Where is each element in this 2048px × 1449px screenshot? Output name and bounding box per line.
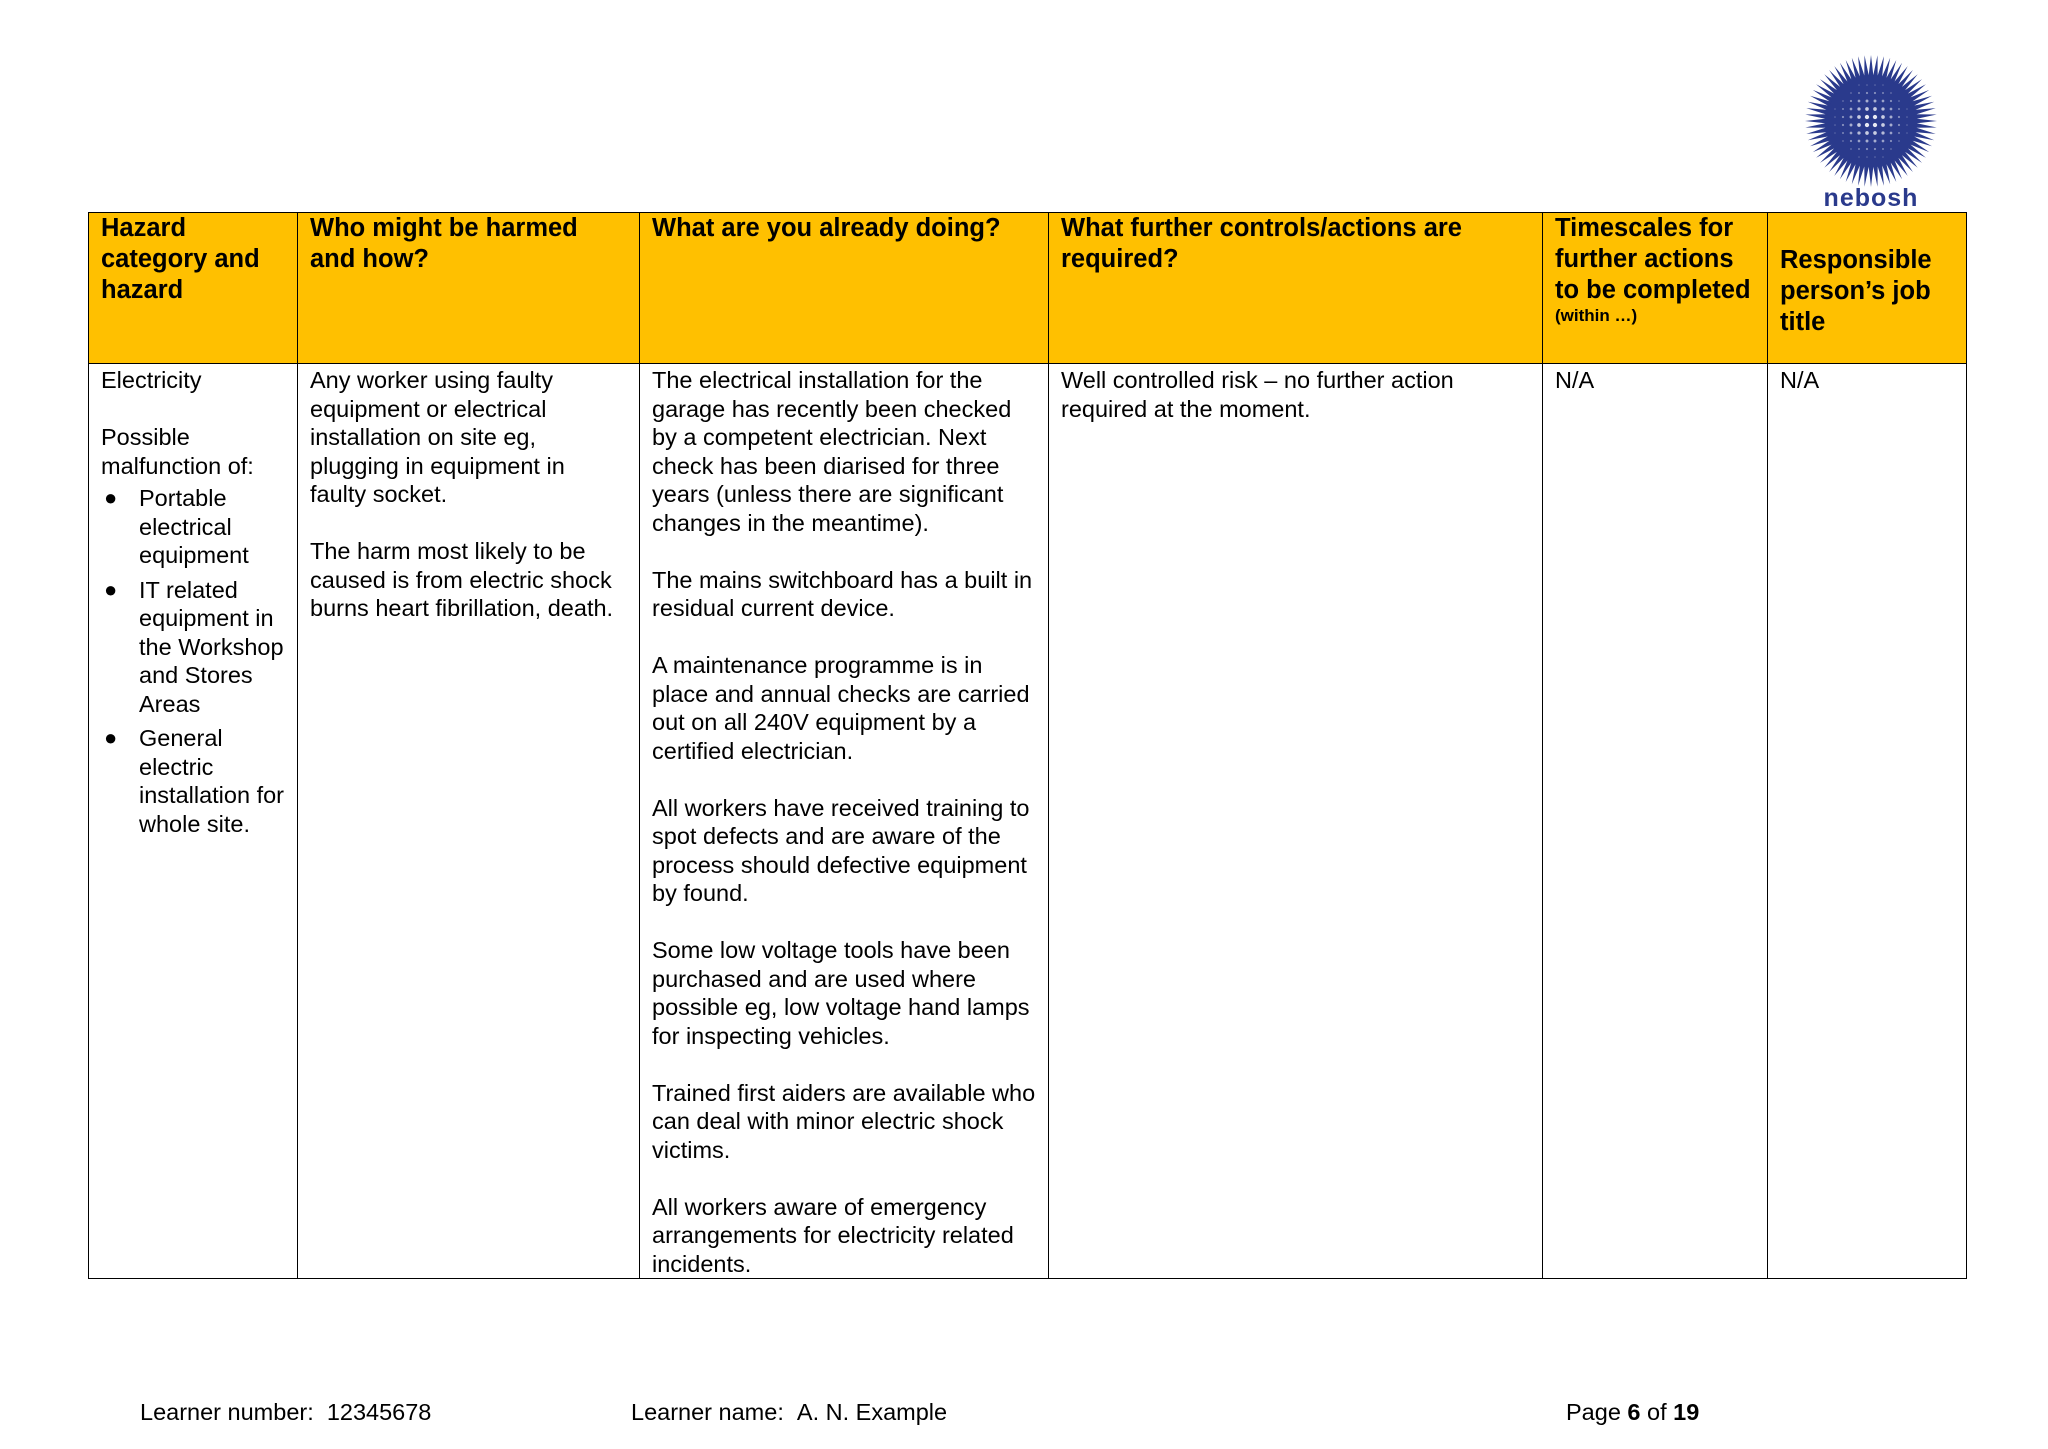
doing-paragraph: All workers aware of emergency arrangements for electricity related incidents. <box>652 1193 1014 1277</box>
hazard-item-text: Portable electrical equipment <box>139 485 249 568</box>
footer-learner-name <box>631 1398 947 1426</box>
cell-further <box>1049 364 1543 1279</box>
hazard-list <box>101 484 285 838</box>
cell-timescales <box>1543 364 1768 1279</box>
list-item <box>101 576 285 719</box>
page-total: 19 <box>1673 1399 1700 1425</box>
hazard-title: Electricity <box>101 367 202 393</box>
who-paragraph: The harm most likely to be caused is from electric shock burns heart fibrillation, death. <box>310 538 614 621</box>
further-text: Well controlled risk – no further action required at the moment. <box>1061 367 1454 422</box>
doing-paragraph: All workers have received training to spot defects and are aware of the process should defective equipment by found. <box>652 794 1030 906</box>
hazard-item-text: General electric installation for whole site. <box>139 725 284 837</box>
table-header-row <box>89 213 1967 364</box>
list-item <box>101 724 285 838</box>
page-of: of <box>1647 1399 1667 1425</box>
hazard-intro: Possible malfunction of: <box>101 424 254 479</box>
logo-text: nebosh <box>1823 184 1919 212</box>
cell-doing <box>640 364 1049 1279</box>
doing-paragraph: Trained first aiders are available who can deal with minor electric shock victims. <box>652 1079 1036 1163</box>
page-label: Page <box>1566 1399 1621 1425</box>
cell-who <box>298 364 640 1279</box>
header-doing: What are you already doing? <box>640 213 1049 364</box>
responsible-value: N/A <box>1780 367 1820 393</box>
bullet-icon: ● <box>104 485 118 510</box>
cell-hazard <box>89 364 298 1279</box>
hazard-item-text: IT related equipment in the Workshop and Stores Areas <box>139 576 284 717</box>
who-paragraph: Any worker using faulty equipment or electrical installation on site eg, plugging in equipment in faulty socket. <box>310 367 565 507</box>
doing-paragraph: The electrical installation for the garage has recently been checked by a competent electrician. Next check has been diarised for three years (unless there are significant changes in the meantime). <box>652 367 1012 536</box>
bullet-icon: ● <box>104 576 118 602</box>
header-timescales-label: Timescales for further actions to be completed <box>1555 214 1751 304</box>
header-timescales <box>1543 213 1768 364</box>
starburst-icon <box>1802 52 1940 190</box>
footer-page-number <box>1566 1398 1699 1426</box>
list-item <box>101 484 285 570</box>
header-who: Who might be harmed and how? <box>298 213 640 364</box>
doing-paragraph: A maintenance programme is in place and annual checks are carried out on all 240V equipment by a certified electrician. <box>652 652 1030 764</box>
header-hazard: Hazard category and hazard <box>89 213 298 364</box>
risk-assessment-table <box>88 212 1967 1279</box>
page-current: 6 <box>1627 1399 1641 1425</box>
learner-number-label: Learner number: <box>140 1399 314 1425</box>
learner-number-value: 12345678 <box>326 1399 432 1425</box>
doing-paragraph: Some low voltage tools have been purchased and are used where possible eg, low voltage hand lamps for inspecting vehicles. <box>652 937 1030 1049</box>
header-further: What further controls/actions are required? <box>1049 213 1543 364</box>
header-timescales-note: (within …) <box>1555 306 1638 325</box>
doing-paragraph: The mains switchboard has a built in residual current device. <box>652 566 1033 621</box>
learner-name-value: A. N. Example <box>796 1399 948 1425</box>
nebosh-logo <box>1802 52 1940 212</box>
table-row <box>89 364 1967 1279</box>
learner-name-label: Learner name: <box>631 1399 784 1425</box>
footer-learner-number <box>140 1398 431 1426</box>
cell-responsible <box>1768 364 1967 1279</box>
timescales-value: N/A <box>1555 367 1595 393</box>
bullet-icon: ● <box>104 725 118 750</box>
header-responsible: Responsible person’s job title <box>1768 213 1967 364</box>
